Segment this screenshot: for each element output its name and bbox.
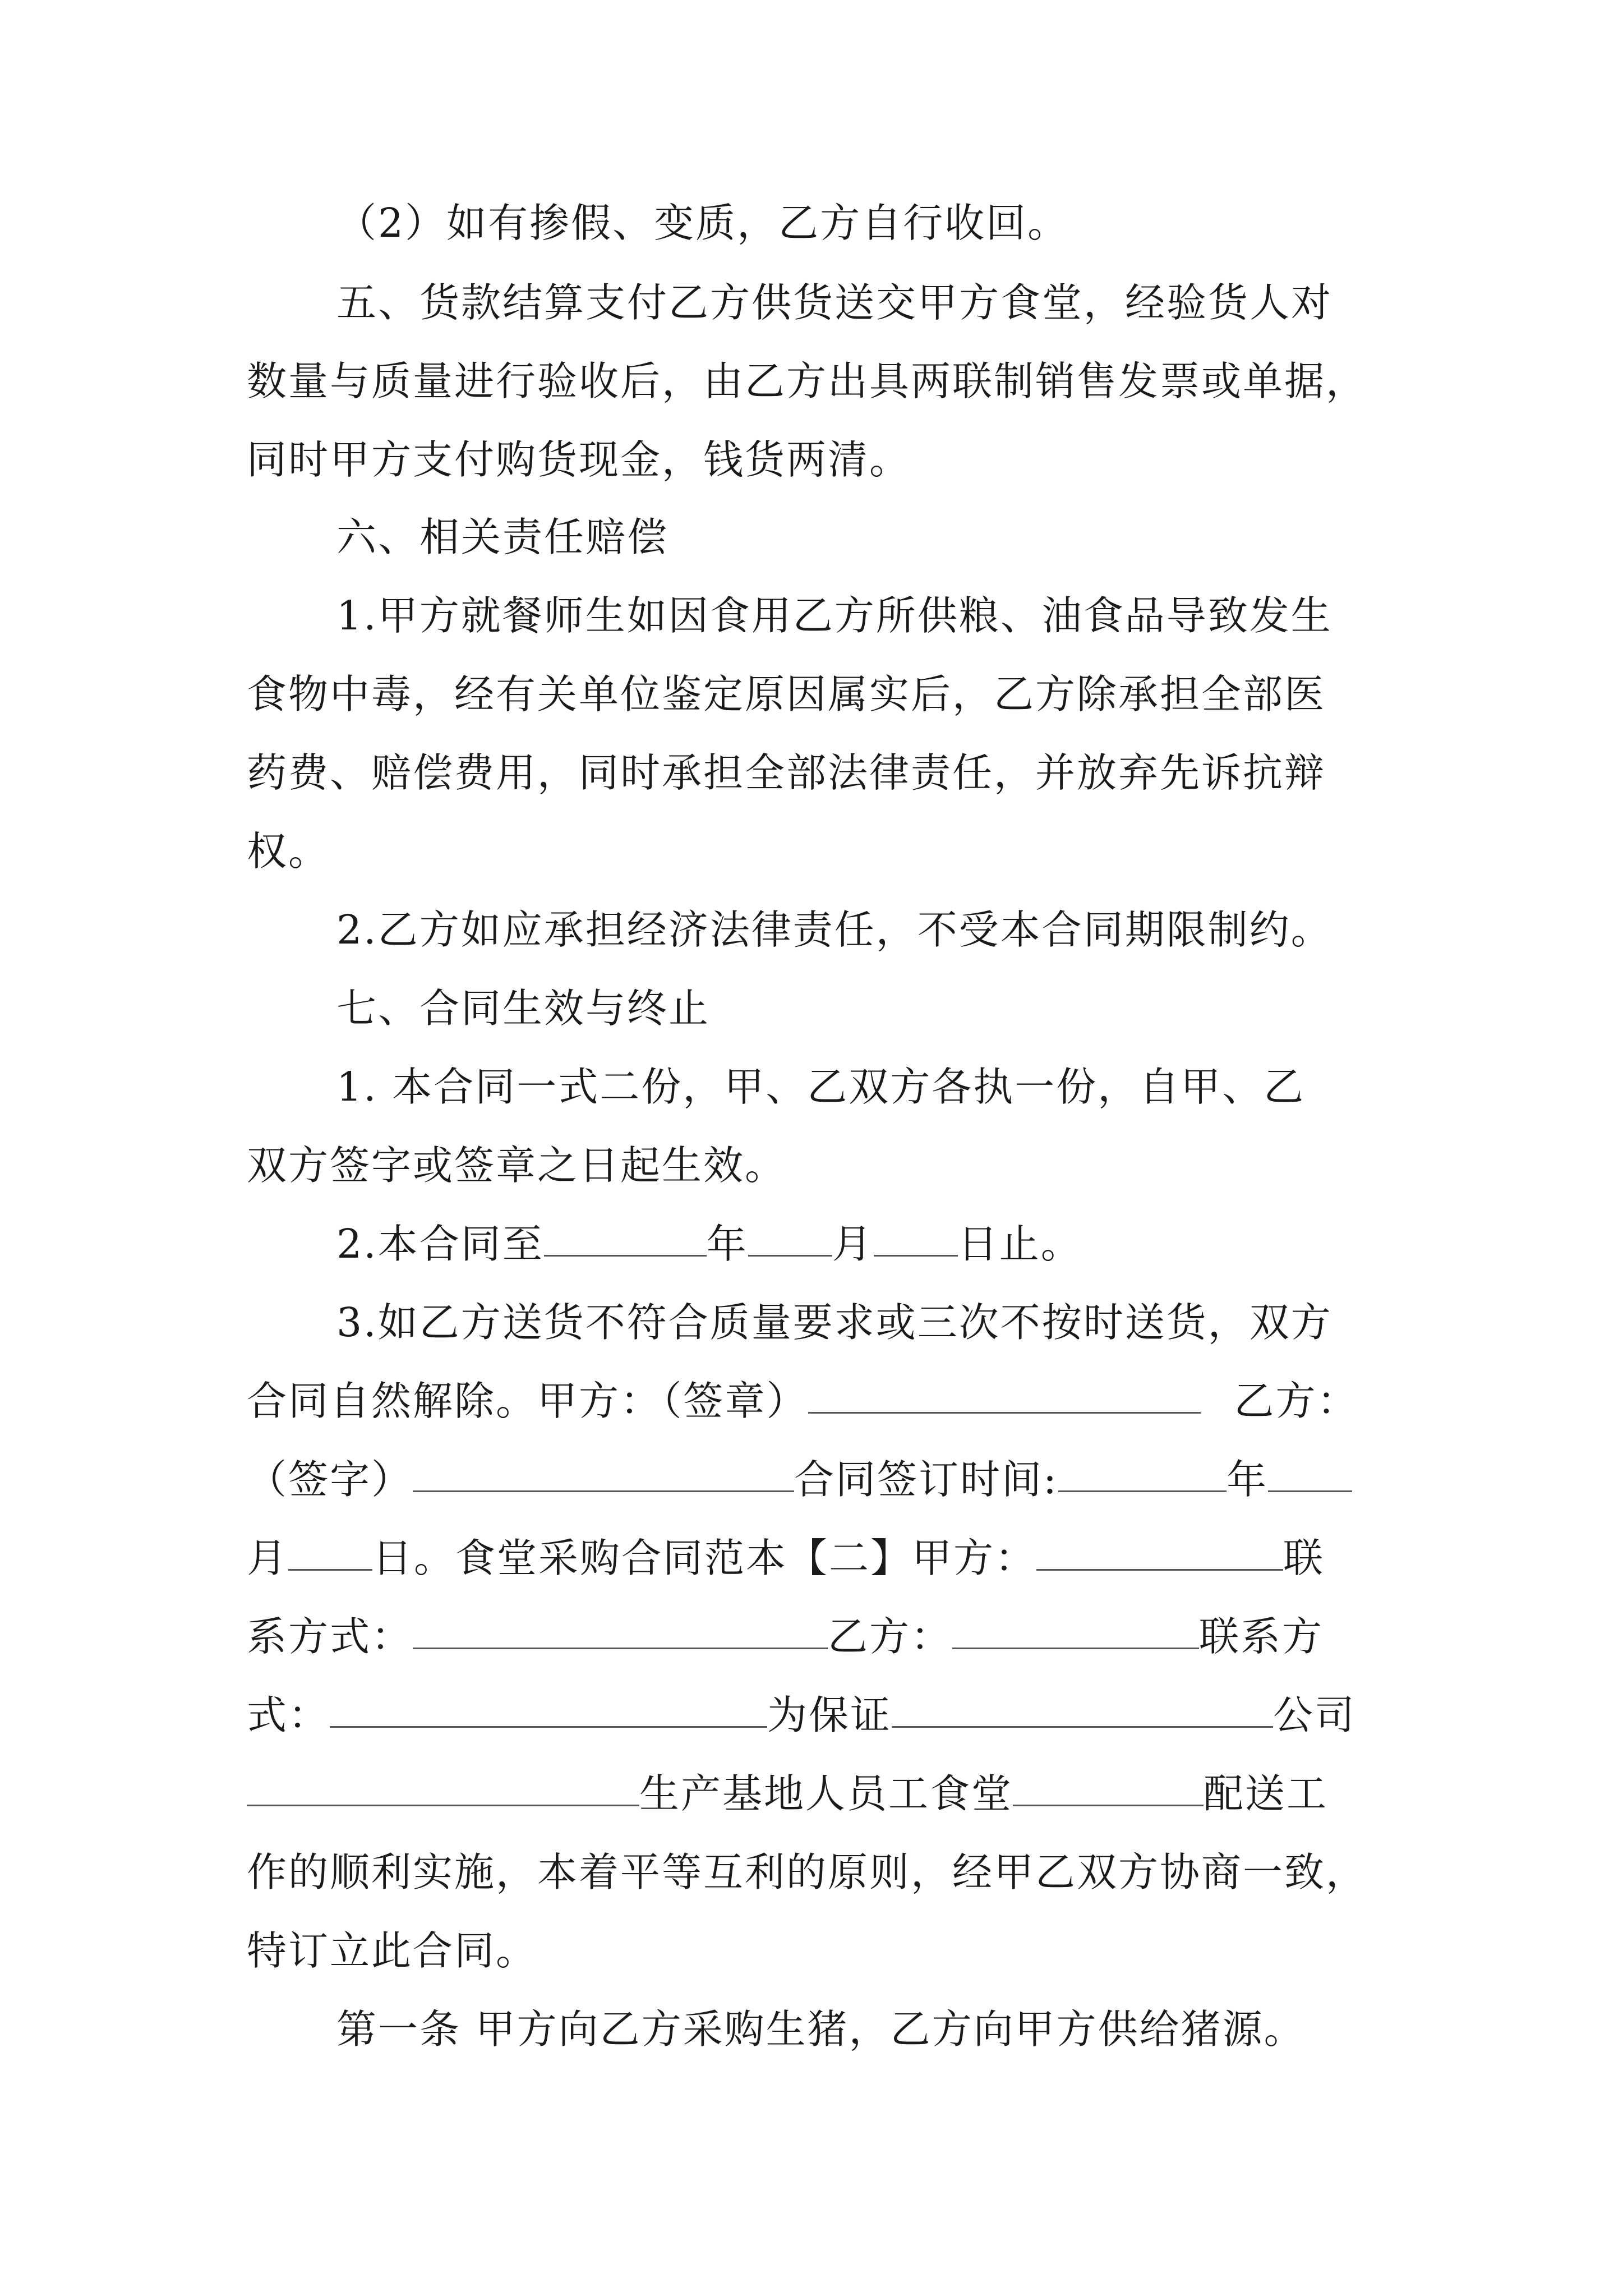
paragraph-line: 特订立此合同。 xyxy=(247,1927,538,1974)
clause-6-2-line: 2.乙方如应承担经济法律责任，不受本合同期限制约。 xyxy=(336,907,1332,953)
contact-line: 式： 为保证 公司 xyxy=(247,1692,1357,1738)
sign-year-blank xyxy=(1058,1456,1227,1492)
article-1-line: 第一条 甲方向乙方采购生猪，乙方向甲方供给猪源。 xyxy=(336,2006,1306,2053)
delivery-item-blank xyxy=(1013,1770,1204,1806)
section-6-heading: 六、相关责任赔偿 xyxy=(336,514,669,560)
paragraph-line: 数量与质量进行验收后，由乙方出具两联制销售发票或单据， xyxy=(247,358,1368,404)
paragraph-line: （2）如有掺假、变质，乙方自行收回。 xyxy=(336,200,1069,246)
base-name-blank xyxy=(247,1770,639,1806)
party-a-contact-blank xyxy=(413,1613,828,1649)
paragraph-line: 权。 xyxy=(247,828,330,875)
party-a-name-blank xyxy=(1036,1534,1283,1571)
month-blank xyxy=(748,1220,832,1257)
party-b-name-blank xyxy=(952,1613,1199,1649)
sign-day-blank xyxy=(288,1534,372,1571)
purpose-line: 生产基地人员工食堂 配送工 xyxy=(247,1763,1328,1825)
day-blank xyxy=(874,1220,958,1257)
sign-month-blank-start xyxy=(1268,1456,1352,1492)
signature-line-party-b: （签字） 合同签订时间: 年 xyxy=(247,1449,1352,1511)
paragraph-line: 双方签字或签章之日起生效。 xyxy=(247,1142,787,1189)
section-7-heading: 七、合同生效与终止 xyxy=(336,985,711,1032)
paragraph-line: 作的顺利实施，本着平等互利的原则，经甲乙双方协商一致， xyxy=(247,1849,1368,1895)
contact-line: 系方式： 乙方： 联系方 xyxy=(247,1613,1324,1660)
clause-6-1-line: 1.甲方就餐师生如因食用乙方所供粮、油食品导致发生 xyxy=(336,592,1332,639)
section-5-heading-line: 五、货款结算支付乙方供货送交甲方食堂，经验货人对 xyxy=(336,279,1333,326)
paragraph-line: 同时甲方支付购货现金，钱货两清。 xyxy=(247,436,911,483)
clause-7-2-line: 2.本合同至 年 月 日止。 xyxy=(336,1221,1082,1267)
party-b-contact-blank xyxy=(330,1691,767,1728)
company-name-blank xyxy=(892,1691,1273,1728)
party-a-signature-blank xyxy=(808,1377,1201,1414)
signature-line-party-a: 合同自然解除。甲方：（签章） 乙方： xyxy=(247,1378,1359,1424)
clause-7-3-line: 3.如乙方送货不符合质量要求或三次不按时送货，双方 xyxy=(336,1299,1332,1346)
clause-7-1-line: 1. 本合同一式二份，甲、乙双方各执一份，自甲、乙 xyxy=(336,1064,1306,1110)
party-b-signature-blank xyxy=(413,1456,794,1492)
paragraph-line: 食物中毒，经有关单位鉴定原因属实后，乙方除承担全部医 xyxy=(247,671,1326,717)
year-blank xyxy=(544,1220,707,1257)
date-and-template-line: 月 日。食堂采购合同范本【二】甲方： 联 xyxy=(247,1535,1325,1581)
paragraph-line: 药费、赔偿费用，同时承担全部法律责任，并放弃先诉抗辩 xyxy=(247,749,1326,796)
